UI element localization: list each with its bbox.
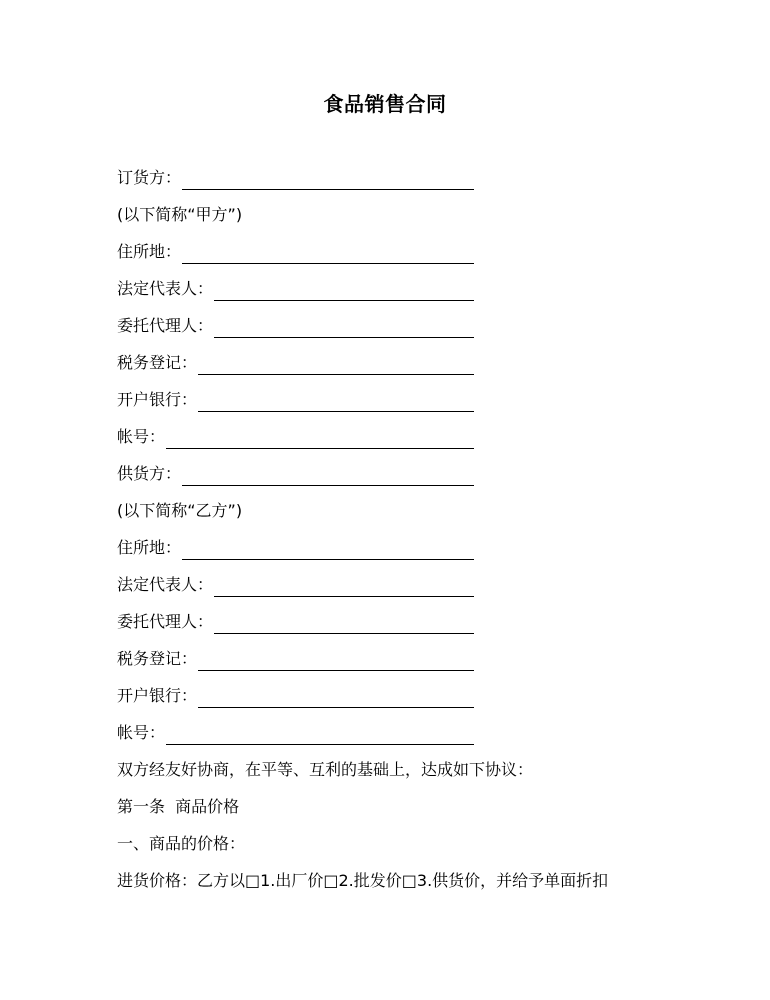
seller-party-line bbox=[117, 462, 474, 486]
seller-account-blank bbox=[166, 726, 474, 745]
seller-legal-rep-label: 法定代表人： bbox=[117, 575, 214, 594]
purchase-price-paragraph bbox=[117, 869, 608, 893]
buyer-agent-line bbox=[117, 314, 474, 338]
buyer-tax-line bbox=[117, 351, 474, 375]
buyer-address-label: 住所地： bbox=[117, 242, 182, 261]
buyer-legal-rep-line bbox=[117, 277, 474, 301]
seller-account-line bbox=[117, 721, 474, 745]
buyer-account-label: 帐号： bbox=[117, 427, 166, 446]
buyer-tax-label: 税务登记： bbox=[117, 353, 198, 372]
buyer-alias: (以下简称“甲方”) bbox=[117, 205, 243, 224]
buyer-party-label: 订货方： bbox=[117, 168, 182, 187]
intro-text: 双方经友好协商，在平等、互利的基础上，达成如下协议： bbox=[117, 760, 534, 779]
article-1-heading-text: 第一条 商品价格 bbox=[117, 797, 240, 816]
seller-tax-label: 税务登记： bbox=[117, 649, 198, 668]
buyer-account-line bbox=[117, 425, 474, 449]
seller-legal-rep-blank bbox=[214, 578, 474, 597]
seller-agent-blank bbox=[214, 615, 474, 634]
buyer-address-blank bbox=[182, 245, 474, 264]
buyer-agent-label: 委托代理人： bbox=[117, 316, 214, 335]
buyer-alias-line bbox=[117, 203, 242, 227]
seller-account-label: 帐号： bbox=[117, 723, 166, 742]
buyer-bank-label: 开户银行： bbox=[117, 390, 198, 409]
buyer-bank-line bbox=[117, 388, 474, 412]
seller-legal-rep-line bbox=[117, 573, 474, 597]
seller-alias: (以下简称“乙方”) bbox=[117, 501, 243, 520]
buyer-account-blank bbox=[166, 430, 474, 449]
seller-address-line bbox=[117, 536, 474, 560]
buyer-address-line bbox=[117, 240, 474, 264]
seller-bank-blank bbox=[198, 689, 474, 708]
article-1-heading bbox=[117, 795, 239, 819]
section-1-heading-text: 一、商品的价格： bbox=[117, 834, 246, 853]
buyer-party-blank bbox=[182, 171, 474, 190]
buyer-party-line bbox=[117, 166, 474, 190]
document-title: 食品销售合同 bbox=[323, 92, 447, 116]
seller-alias-line bbox=[117, 499, 242, 523]
seller-party-blank bbox=[182, 467, 474, 486]
seller-agent-label: 委托代理人： bbox=[117, 612, 214, 631]
buyer-tax-blank bbox=[198, 356, 474, 375]
section-1-heading bbox=[117, 832, 245, 856]
buyer-agent-blank bbox=[214, 319, 474, 338]
seller-tax-line bbox=[117, 647, 474, 671]
seller-party-label: 供货方： bbox=[117, 464, 182, 483]
intro-paragraph bbox=[117, 758, 533, 782]
buyer-bank-blank bbox=[198, 393, 474, 412]
buyer-legal-rep-label: 法定代表人： bbox=[117, 279, 214, 298]
seller-tax-blank bbox=[198, 652, 474, 671]
purchase-price-text: 进货价格：乙方以□1.出厂价□2.批发价□3.供货价，并给予单面折扣 bbox=[117, 871, 609, 890]
seller-address-label: 住所地： bbox=[117, 538, 182, 557]
seller-bank-label: 开户银行： bbox=[117, 686, 198, 705]
seller-bank-line bbox=[117, 684, 474, 708]
seller-agent-line bbox=[117, 610, 474, 634]
buyer-legal-rep-blank bbox=[214, 282, 474, 301]
seller-address-blank bbox=[182, 541, 474, 560]
